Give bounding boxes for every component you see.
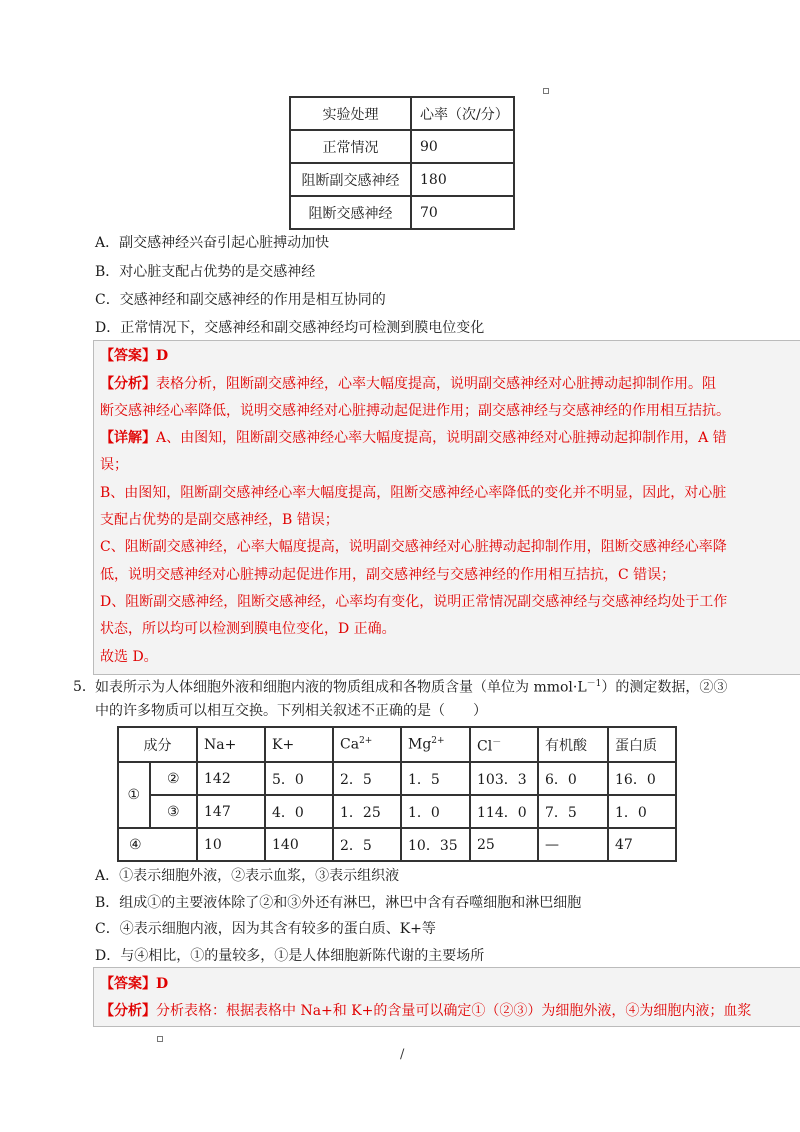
q4-option-b: B．对心脏支配占优势的是交感神经 <box>95 264 316 280</box>
analysis-tag: 【分析】 <box>100 376 156 392</box>
table-header-cell <box>333 727 401 762</box>
table-cell: 103．3 <box>470 762 538 795</box>
question-stem-line: 中的许多物质可以相互交换。下列相关叙述不正确的是（ ） <box>95 703 487 719</box>
page-footer: / <box>400 1047 405 1062</box>
analysis-line <box>100 373 716 393</box>
detail-line: 故选 D。 <box>100 649 158 665</box>
q4-option-c: C．交感神经和副交感神经的作用是相互协同的 <box>95 292 386 308</box>
table-cell: 114．0 <box>470 795 538 828</box>
detail-line: D、阻断副交感神经，阻断交感神经，心率均有变化，说明正常情况副交感神经与交感神经均处于工作 <box>100 594 728 610</box>
table-header-cell: 实验处理 <box>290 97 411 130</box>
question-number: 5． <box>73 679 96 695</box>
row-label-cell: ② <box>150 762 197 795</box>
table-cell: 16．0 <box>608 762 676 795</box>
q4-option-d: D．正常情况下，交感神经和副交感神经均可检测到膜电位变化 <box>95 320 485 336</box>
q5-option-a: A．①表示细胞外液，②表示血浆，③表示组织液 <box>95 868 400 884</box>
column-label: 蛋白质 <box>615 737 657 754</box>
analysis-text: 表格分析，阻断副交感神经，心率大幅度提高，说明副交感神经对心脏搏动起抑制作用。阻 <box>156 376 716 392</box>
table-cell: 6．0 <box>538 762 608 795</box>
table-cell: 1．25 <box>333 795 401 828</box>
detail-line: B、由图知，阻断副交感神经心率大幅度提高，阻断交感神经心率降低的变化并不明显，因此，对心脏 <box>100 485 727 501</box>
table-header-cell <box>608 727 676 762</box>
table-cell: 10 <box>197 828 265 861</box>
q5-option-d: D．与④相比，①的量较多，①是人体细胞新陈代谢的主要场所 <box>95 948 485 964</box>
table-cell: 2．5 <box>333 762 401 795</box>
table-cell: 4．0 <box>265 795 333 828</box>
answer-box-q4 <box>93 340 800 675</box>
column-label: K+ <box>272 736 295 753</box>
detail-line: 误； <box>100 457 128 473</box>
table-cell: 142 <box>197 762 265 795</box>
table-header-cell <box>197 727 265 762</box>
table-header-cell <box>538 727 608 762</box>
answer-value: D <box>156 348 169 364</box>
answer-box-q5 <box>93 967 800 1027</box>
column-label: 有机酸 <box>545 737 587 754</box>
analysis-text: 分析表格：根据表格中 Na+和 K+的含量可以确定①（②③）为细胞外液，④为细胞内液；血浆 <box>156 1003 752 1019</box>
answer-line <box>100 345 168 365</box>
stem-text: 如表所示为人体细胞外液和细胞内液的物质组成和各物质含量（单位为 mmol·L <box>95 679 587 696</box>
column-label: Mg <box>408 736 432 753</box>
column-superscript: 2+ <box>431 736 445 747</box>
table-row <box>118 727 676 762</box>
table-header-cell <box>470 727 538 762</box>
corner-marker-bottom <box>157 1036 163 1042</box>
table-cell: 7．5 <box>538 795 608 828</box>
q5-option-b: B．组成①的主要液体除了②和③外还有淋巴，淋巴中含有吞噬细胞和淋巴细胞 <box>95 895 582 911</box>
column-label: Na+ <box>204 736 237 753</box>
table-cell: 5．0 <box>265 762 333 795</box>
row-label-cell: ③ <box>150 795 197 828</box>
table-header-cell: 成分 <box>118 727 197 762</box>
table-row <box>118 795 676 828</box>
detail-line: C、阻断副交感神经，心率大幅度提高，说明副交感神经对心脏搏动起抑制作用，阻断交感神经心率降 <box>100 539 727 555</box>
heart-rate-table <box>289 96 515 230</box>
table-cell: 70 <box>411 196 514 229</box>
table-cell: 180 <box>411 163 514 196</box>
detail-line <box>100 427 727 447</box>
table-header-cell: 心率（次/分） <box>411 97 514 130</box>
table-row <box>118 762 676 795</box>
table-cell: 147 <box>197 795 265 828</box>
table-row <box>290 97 514 130</box>
row-label-cell: ④ <box>118 828 197 861</box>
column-label: Cl <box>477 738 493 755</box>
table-row <box>290 130 514 163</box>
analysis-line: 断交感神经心率降低，说明交感神经对心脏搏动起促进作用；副交感神经与交感神经的作用相互拮抗。 <box>100 403 730 419</box>
table-cell: 25 <box>470 828 538 861</box>
table-cell: 1．0 <box>401 795 470 828</box>
question-stem-line <box>95 676 727 697</box>
detail-line: 状态，所以均可以检测到膜电位变化，D 正确。 <box>100 621 396 637</box>
table-cell: 正常情况 <box>290 130 411 163</box>
table-cell: 140 <box>265 828 333 861</box>
detail-text: A、由图知，阻断副交感神经心率大幅度提高，说明副交感神经对心脏搏动起抑制作用，A 错 <box>156 430 727 446</box>
table-header-cell <box>265 727 333 762</box>
table-cell: 1．0 <box>608 795 676 828</box>
stem-text: ）的测定数据，②③ <box>601 679 728 696</box>
answer-line <box>100 973 168 993</box>
column-superscript: 2+ <box>359 736 373 747</box>
table-cell: 90 <box>411 130 514 163</box>
table-cell: 1．5 <box>401 762 470 795</box>
answer-tag: 【答案】 <box>100 976 156 992</box>
table-row <box>290 163 514 196</box>
analysis-tag: 【分析】 <box>100 1003 156 1019</box>
answer-value: D <box>156 976 169 992</box>
q4-option-a: A．副交感神经兴奋引起心脏搏动加快 <box>95 235 330 251</box>
analysis-line <box>100 1000 751 1020</box>
column-superscript: － <box>492 737 502 748</box>
detail-tag: 【详解】 <box>100 430 156 446</box>
table-row <box>290 196 514 229</box>
column-label: Ca <box>340 736 360 753</box>
stem-superscript: －1 <box>586 679 602 689</box>
table-cell: 阻断交感神经 <box>290 196 411 229</box>
detail-line: 低，说明交感神经对心脏搏动起促进作用，副交感神经与交感神经的作用相互拮抗，C 错误； <box>100 567 676 583</box>
table-cell: 2．5 <box>333 828 401 861</box>
q5-option-c: C．④表示细胞内液，因为其含有较多的蛋白质、K+等 <box>95 921 436 937</box>
table-header-cell <box>401 727 470 762</box>
detail-line: 支配占优势的是副交感神经，B 错误； <box>100 512 339 528</box>
group-label-cell: ① <box>118 762 150 828</box>
composition-table <box>117 726 677 862</box>
corner-marker-top <box>543 88 549 94</box>
table-cell: 10．35 <box>401 828 470 861</box>
table-cell: 47 <box>608 828 676 861</box>
table-cell: — <box>538 828 608 861</box>
table-cell: 阻断副交感神经 <box>290 163 411 196</box>
table-row <box>118 828 676 861</box>
answer-tag: 【答案】 <box>100 348 156 364</box>
